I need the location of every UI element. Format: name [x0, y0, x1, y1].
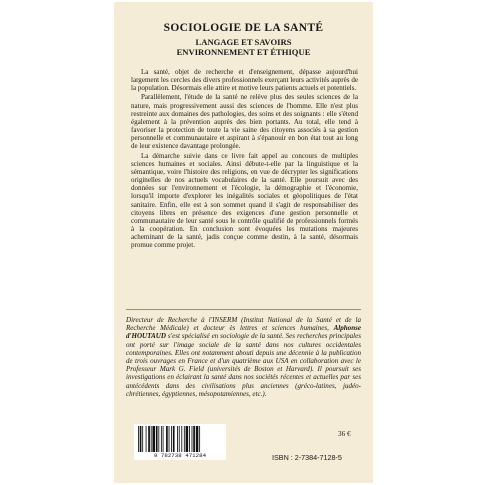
blurb [131, 68, 358, 250]
barcode [134, 424, 226, 452]
barcode-bar [151, 426, 152, 452]
isbn: ISBN : 2-7384-7128-5 [272, 453, 342, 462]
barcode-bar [152, 426, 155, 452]
barcode-bar [184, 426, 185, 452]
barcode-bar [146, 426, 147, 452]
barcode-bar [161, 426, 162, 452]
author-name: Alphonse d'HOUTAUD [126, 324, 361, 341]
barcode-bar [156, 426, 158, 452]
barcode-bar [196, 426, 199, 452]
subtitle-line-2: ENVIRONNEMENT ET ÉTHIQUE [176, 47, 311, 57]
price: 36 € [338, 430, 351, 438]
barcode-bar [192, 426, 193, 452]
bio-text-start: Directeur de Recherche à l'INSERM (Institut National de la Santé et de la Recherche Médicale) et docteur ès lettres et sciences humaines, [126, 316, 361, 333]
barcode-bar [158, 426, 159, 452]
barcode-bar [177, 426, 178, 452]
barcode-bar [138, 426, 139, 452]
barcode-bar [189, 426, 190, 452]
barcode-digits: 9 782738 471284 [134, 452, 226, 460]
barcode-bar [186, 426, 189, 452]
author-bio [126, 316, 361, 398]
bio-text-end: s'est spécialisé en sociologie de la santé. Ses recherches principales ont porté sur l'image sociale de la santé dans nos cultures occidentales contemporaines. Elles ont notamment abouti depuis une décennie à la publication de trois ouvrages en France et d'un quatrième aux USA en collaboration avec le Professeur Mark G. Field (universités de Boston et Harvard). Il poursuit ses investigations en éclairant la santé dans nos sociétés récentes et actuelles par ses antécédents dans des civilisations plus anciennes (gréco-latines, judéo-chrétiennes, égyptiennes, mésopotamiennes, etc.). [126, 332, 361, 398]
barcode-bar [181, 426, 182, 452]
blurb-paragraph: Parallèlement, l'étude de la santé ne relève plus des seules sciences de la nature, mais progressivement aussi des sciences de l'homme. Elle n'est plus restreinte aux domaines des pathologies, des soins et des soignants : elle s'étend également à la prévention auprès des bien portants. Au total, elle tend à favoriser la protection de toute la vie saine des citoyens associés à sa gestion personnelle et communautaire et aspirant à s'épanouir en bon état tout au long de leur existence davantage prolongée. [131, 93, 358, 151]
barcode-bar [166, 426, 168, 452]
blurb-paragraph: La démarche suivie dans ce livre fait appel au concours de multiples sciences humaines et sociales. Ainsi débute-t-elle par la linguistique et la sémantique, voire l'histoire des religions, en vue de décrypter les significations originelles de nos actuels vocabulaires de la santé. Elle poursuit avec des données sur l'environnement et l'écologie, la démographie et l'économie, lorsqu'il importe d'explorer les inégalités sociales et géopolitiques de l'état sanitaire. Enfin, elle est à son sommet quand il s'agit de responsabiliser des citoyens libres en présence des exigences d'une gestion personnelle et communautaire de leur santé sous le contrôle qualifié de professionnels formés à la coopération. En conclusion sont évoquées les mutations majeures acheminant de la santé, jadis conçue comme destin, à la santé, désormais promue comme projet. [131, 151, 358, 250]
barcode-bar [142, 426, 143, 452]
barcode-bars [138, 426, 222, 452]
barcode-bar [169, 426, 170, 452]
barcode-bar [171, 426, 172, 452]
divider [126, 309, 361, 310]
book-subtitle [114, 37, 373, 57]
barcode-bar [199, 426, 200, 452]
blurb-paragraph: La santé, objet de recherche et d'enseignement, dépasse aujourd'hui largement les cercles des divers professionnels exerçant leurs activités auprès de la population. Désormais elle attire et motive leurs patients actuels et potentiels. [131, 68, 358, 93]
barcode-bar [148, 426, 150, 452]
barcode-bar [173, 426, 175, 452]
barcode-bar [193, 426, 195, 452]
barcode-bar [179, 426, 180, 452]
subtitle-line-1: LANGAGE ET SAVOIRS [195, 37, 292, 47]
barcode-bar [163, 426, 164, 452]
book-title: SOCIOLOGIE DE LA SANTÉ [163, 22, 324, 34]
barcode-bar [140, 426, 142, 452]
book-back-cover [114, 2, 373, 483]
